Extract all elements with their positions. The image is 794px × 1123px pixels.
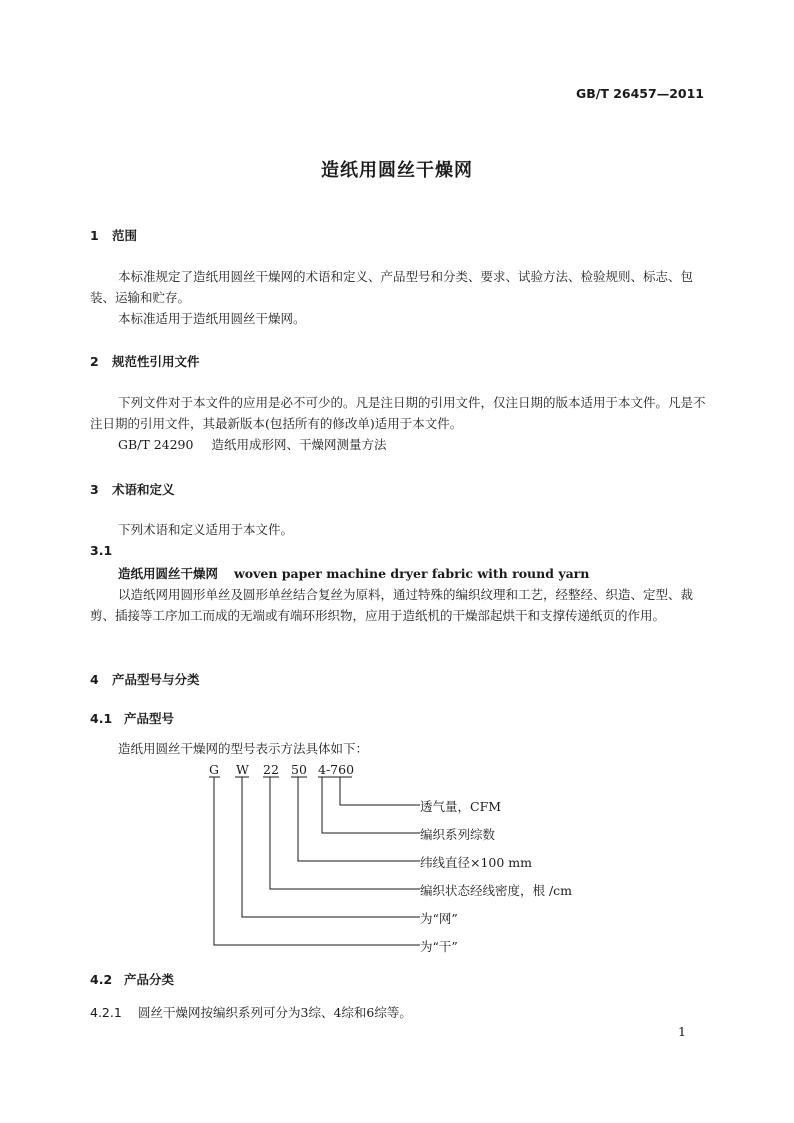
section-3-para-1: 下列术语和定义适用于本文件。 xyxy=(118,522,294,537)
subsection-4-2-title: 产品分类 xyxy=(124,972,175,987)
clause-4-2-1-number: 4.2.1 xyxy=(90,1005,122,1020)
model-intro-text: 造纸用圆丝干燥网的型号表示方法具体如下： xyxy=(118,741,369,756)
section-2-title: 规范性引用文件 xyxy=(112,354,200,369)
section-4-number: 4 xyxy=(90,672,99,687)
label-dry: 为“干” xyxy=(420,939,458,954)
subsection-4-1-number: 4.1 xyxy=(90,711,113,726)
label-air-permeability: 透气量，CFM xyxy=(420,799,502,814)
label-warp-density: 编织状态经线密度，根 /cm xyxy=(420,883,573,898)
leader-air-permeability xyxy=(340,777,420,805)
term-definition: 以造纸网用圆形单丝及圆形单丝结合复丝为原料，通过特殊的编织纹理和工艺，经整经、织造、定型、裁剪、插接等工序加工而成的无端或有端环形织物，应用于造纸机的干燥部起烘干和支撑传递纸页的作用。 xyxy=(90,587,694,623)
subsection-3-1-number: 3.1 xyxy=(90,543,113,558)
section-4-title: 产品型号与分类 xyxy=(112,672,200,687)
standard-number: GB/T 26457—2011 xyxy=(575,86,704,101)
term-chinese: 造纸用圆丝干燥网 xyxy=(118,566,219,581)
leader-net xyxy=(242,777,420,917)
code-number-50: 50 xyxy=(291,762,307,777)
reference-title: 造纸用成形网、干燥网测量方法 xyxy=(211,437,387,452)
page-number: 1 xyxy=(678,1024,686,1039)
section-2-number: 2 xyxy=(90,354,99,369)
subsection-4-2-number: 4.2 xyxy=(90,972,113,987)
term-english: woven paper machine dryer fabric with round yarn xyxy=(234,566,590,581)
label-shed-count: 编织系列综数 xyxy=(420,827,496,842)
code-letter-w: W xyxy=(236,762,249,777)
section-3-title: 术语和定义 xyxy=(112,482,175,497)
section-1-para-2: 本标准适用于造纸用圆丝干燥网。 xyxy=(118,311,306,326)
section-1-number: 1 xyxy=(90,228,99,243)
label-weft-diameter: 纬线直径×100 mm xyxy=(420,855,533,870)
section-3-number: 3 xyxy=(90,482,99,497)
code-4-760: 4-760 xyxy=(318,762,355,777)
section-1-title: 范围 xyxy=(112,228,138,243)
document-title: 造纸用圆丝干燥网 xyxy=(321,160,473,181)
clause-4-2-1 xyxy=(90,1003,412,1021)
clause-4-2-1-text: 圆丝干燥网按编织系列可分为3综、4综和6综等。 xyxy=(138,1005,412,1020)
subsection-4-2-heading xyxy=(90,970,174,988)
code-number-22: 22 xyxy=(263,762,279,777)
section-1-para-1: 本标准规定了造纸用圆丝干燥网的术语和定义、产品型号和分类、要求、试验方法、检验规则、标志、包装、运输和贮存。 xyxy=(90,269,694,305)
reference-code: GB/T 24290 xyxy=(118,437,194,452)
section-2-para-1: 下列文件对于本文件的应用是必不可少的。凡是注日期的引用文件，仅注日期的版本适用于本文件。凡是不注日期的引用文件，其最新版本(包括所有的修改单)适用于本文件。 xyxy=(90,395,706,431)
code-letter-g: G xyxy=(209,762,219,777)
subsection-4-1-title: 产品型号 xyxy=(124,711,175,726)
label-net: 为“网” xyxy=(420,911,458,926)
leader-weft-diameter xyxy=(298,777,420,861)
